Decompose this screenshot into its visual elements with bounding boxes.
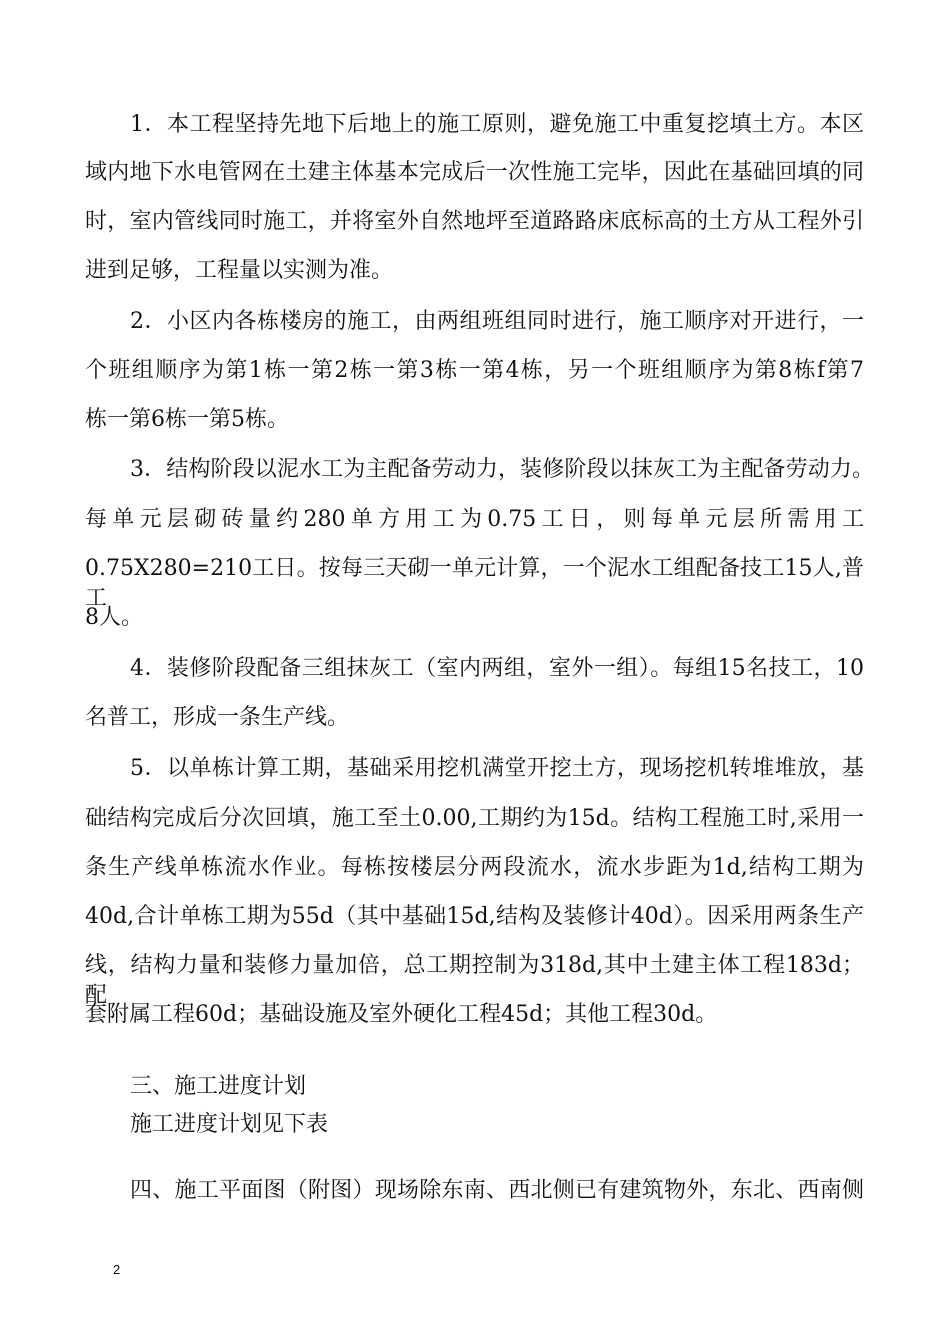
paragraph-4-line-2: 名普工，形成一条生产线。 bbox=[85, 705, 350, 730]
paragraph-3-line-3: 0.75X280=210工日。按每三天砌一单元计算，一个泥水工组配备技工15人,普工 bbox=[85, 556, 864, 611]
paragraph-1-line-3: 时，室内管线同时施工，并将室外自然地坪至道路路床底标高的土方从工程外引 bbox=[85, 209, 864, 234]
paragraph-3-line-2: 每单元层砌砖量约280单方用工为0.75工日，则每单元层所需用工 bbox=[85, 507, 864, 532]
paragraph-5-line-3: 条生产线单栋流水作业。每栋按楼层分两段流水，流水步距为1d,结构工期为 bbox=[85, 855, 864, 880]
paragraph-1-line-2: 域内地下水电管网在土建主体基本完成后一次性施工完毕，因此在基础回填的同 bbox=[85, 160, 864, 185]
page-number: 2 bbox=[113, 1262, 121, 1277]
section-4-line-1: 四、施工平面图（附图）现场除东南、西北侧已有建筑物外，东北、西南侧 bbox=[130, 1178, 864, 1203]
schedule-note: 施工进度计划见下表 bbox=[130, 1112, 329, 1137]
paragraph-3-line-1: 3．结构阶段以泥水工为主配备劳动力，装修阶段以抹灰工为主配备劳动力。 bbox=[130, 457, 874, 482]
paragraph-5-line-5: 线，结构力量和装修力量加倍，总工期控制为318d,其中土建主体工程183d；配 bbox=[85, 953, 864, 1008]
paragraph-5-line-2: 础结构完成后分次回填，施工至土0.00,工期约为15d。结构工程施工时,采用一 bbox=[85, 806, 864, 831]
paragraph-5-line-6: 套附属工程60d；基础设施及室外硬化工程45d；其他工程30d。 bbox=[85, 1002, 718, 1027]
paragraph-1-line-1: 1．本工程坚持先地下后地上的施工原则，避免施工中重复挖填土方。本区 bbox=[130, 112, 864, 137]
paragraph-3-line-4: 8人。 bbox=[85, 605, 143, 630]
paragraph-2-line-1: 2．小区内各栋楼房的施工，由两组班组同时进行，施工顺序对开进行，一 bbox=[130, 309, 864, 334]
paragraph-2-line-3: 栋一第6栋一第5栋。 bbox=[85, 407, 289, 432]
paragraph-2-line-2: 个班组顺序为第1栋一第2栋一第3栋一第4栋，另一个班组顺序为第8栋f第7 bbox=[85, 358, 864, 383]
paragraph-1-line-4: 进到足够，工程量以实测为准。 bbox=[85, 258, 394, 283]
paragraph-5-line-1: 5．以单栋计算工期，基础采用挖机满堂开挖土方，现场挖机转堆堆放，基 bbox=[130, 756, 864, 781]
paragraph-5-line-4: 40d,合计单栋工期为55d（其中基础15d,结构及装修计40d）。因采用两条生产 bbox=[85, 904, 864, 929]
section-heading-3: 三、施工进度计划 bbox=[130, 1074, 307, 1099]
paragraph-4-line-1: 4．装修阶段配备三组抹灰工（室内两组，室外一组）。每组15名技工，10 bbox=[130, 656, 864, 681]
